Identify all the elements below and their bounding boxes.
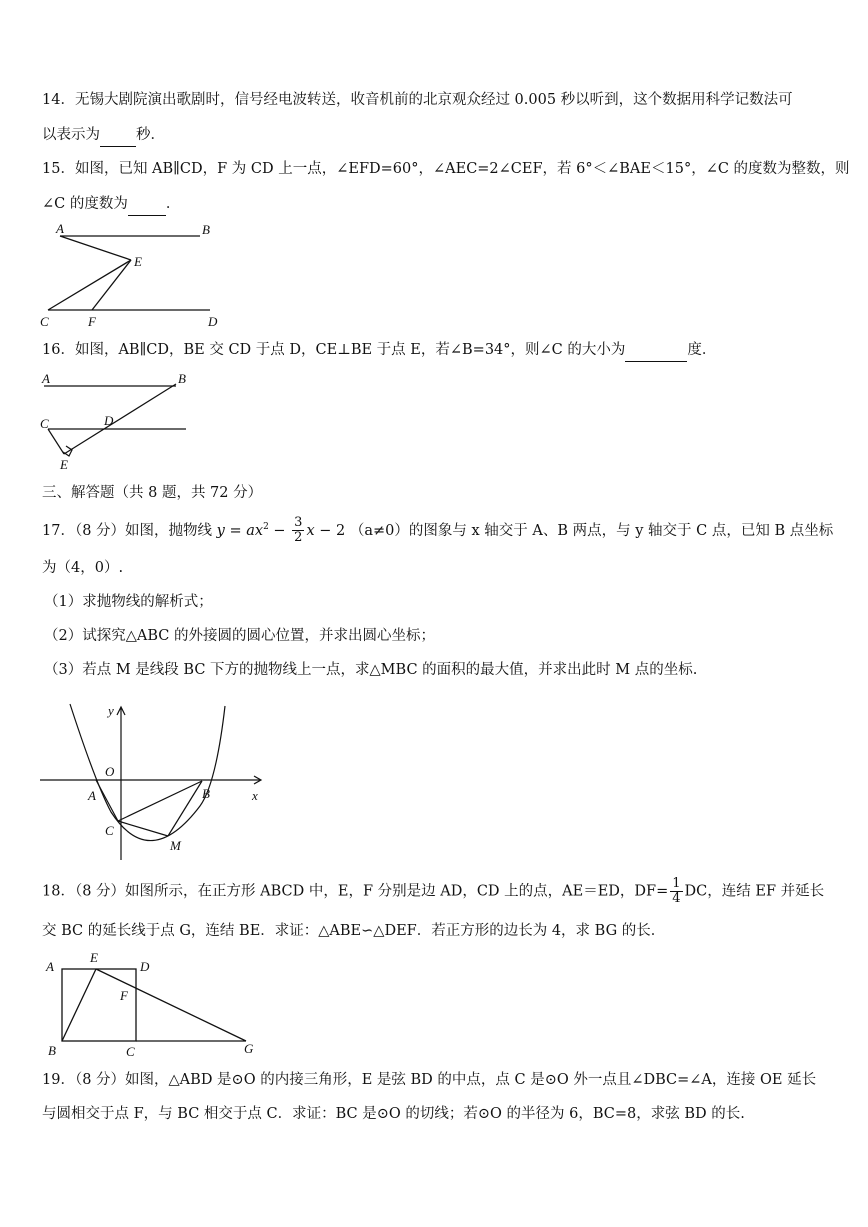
label-e: E (60, 457, 68, 472)
q15-line2-end: ． (165, 196, 181, 212)
label-e: E (134, 254, 142, 269)
segment-eg (96, 969, 246, 1041)
label-a: A (46, 959, 54, 974)
eq-eq: = (224, 522, 247, 539)
segment-ea (60, 236, 131, 260)
label-c: C (105, 823, 114, 838)
q17-intro-a: 17．（8 分）如图，抛物线 (42, 522, 213, 539)
q18-fraction-num: 1 (672, 876, 681, 891)
q15-line2 (42, 193, 838, 216)
label-f: F (88, 314, 96, 329)
q17-parabola-figure (38, 700, 274, 866)
eq-x: x (306, 522, 315, 539)
label-b: B (202, 222, 210, 237)
label-g: G (244, 1041, 254, 1056)
answer-blank (128, 193, 166, 216)
q15-line1: 15．如图，已知 AB∥CD，F 为 CD 上一点，∠EFD=60°，∠AEC=2∠CEF，若 6°＜∠BAE＜15°，∠C 的度数为整数，则 (42, 161, 850, 177)
answer-blank (625, 339, 687, 362)
q18-fraction-den: 4 (672, 891, 681, 906)
segment-cm (118, 821, 168, 836)
label-e: E (90, 950, 98, 965)
label-y: y (108, 703, 114, 718)
answer-blank (100, 124, 136, 147)
eq-y: y (216, 522, 225, 539)
label-c: C (40, 416, 49, 431)
q17-condition: （a≠0） (349, 522, 409, 539)
section-heading: 三、解答题（共 8 题，共 72 分） (42, 485, 263, 501)
q16-text-a: 16．如图，AB∥CD，BE 交 CD 于点 D，CE⊥BE 于点 E，若∠B=34°，则∠C 的大小为 (42, 342, 626, 358)
q18-square-figure (40, 950, 270, 1066)
q18-line1-a: 18．（8 分）如图所示，在正方形 ABCD 中，E，F 分别是边 AD，CD 上的点，AE＝ED，DF= (42, 883, 669, 900)
q17-line2: 为（4，0）. (42, 560, 124, 576)
parabola-curve (70, 704, 225, 841)
q14-line1: 14．无锡大剧院演出歌剧时，信号经电波转送，收音机前的北京观众经过 0.005 秒以听到，这个数据用科学记数法可 (42, 92, 793, 108)
eq-ax: ax (246, 522, 264, 539)
segment-ef (92, 260, 131, 310)
q16-text (42, 339, 838, 362)
label-a: A (42, 371, 50, 386)
eq-fraction-num: 3 (294, 515, 303, 531)
q15-figure (36, 220, 226, 336)
label-b: B (178, 371, 186, 386)
q14-line2 (42, 124, 838, 147)
label-f: F (120, 988, 128, 1003)
eq-square: 2 (263, 522, 269, 532)
label-b: B (48, 1043, 56, 1058)
q17-sub3: （3）若点 M 是线段 BC 下方的抛物线上一点，求△MBC 的面积的最大值，并求出此时 M 点的坐标. (44, 662, 698, 678)
q15-line2-text: ∠C 的度数为 (42, 196, 128, 212)
q18-line2: 交 BC 的延长线于点 G，连结 BE．求证：△ABE∽△DEF．若正方形的边长为 4，求 BG 的长． (42, 923, 666, 939)
q14-line2-text: 以表示为 (42, 127, 100, 143)
label-d: D (208, 314, 218, 329)
label-a: A (56, 221, 64, 236)
label-a: A (88, 788, 96, 803)
segment-ca (96, 780, 118, 821)
segment-be (62, 969, 96, 1041)
label-c: C (40, 314, 49, 329)
segment-ec (48, 260, 131, 310)
label-c: C (126, 1044, 135, 1059)
line-be (64, 384, 176, 454)
q19-line1: 19．（8 分）如图，△ABD 是⊙O 的内接三角形，E 是弦 BD 的中点，点 C 是⊙O 外一点且∠DBC=∠A，连接 OE 延长 (42, 1072, 817, 1088)
label-x: x (252, 788, 258, 803)
eq-fraction (292, 516, 304, 545)
q17-intro (42, 514, 838, 546)
label-d: D (140, 959, 150, 974)
label-m: M (170, 838, 181, 853)
q18-line1 (42, 876, 838, 906)
q17-sub1: （1）求抛物线的解析式； (44, 594, 213, 610)
right-angle-mark (63, 446, 72, 456)
label-o: O (105, 764, 115, 779)
label-d: D (104, 413, 114, 428)
eq-minus: − (268, 522, 291, 539)
q16-figure (36, 370, 196, 480)
eq-fraction-den: 2 (294, 530, 303, 546)
q17-intro-b: 的图象与 x 轴交于 A、B 两点，与 y 轴交于 C 点，已知 B 点坐标 (408, 522, 834, 539)
q16-text-b: 度． (687, 342, 717, 358)
q18-line1-b: DC，连结 EF 并延长 (684, 883, 825, 900)
q18-fraction (670, 877, 682, 906)
q17-sub2: （2）试探究△ABC 的外接圆的圆心位置，并求出圆心坐标； (44, 628, 435, 644)
square-abcd (62, 969, 136, 1041)
q19-line2: 与圆相交于点 F，与 BC 相交于点 C．求证：BC 是⊙O 的切线；若⊙O 的半径为 6，BC=8，求弦 BD 的长. (42, 1106, 745, 1122)
q14-line2-unit: 秒． (136, 127, 165, 143)
label-b: B (202, 786, 210, 801)
segment-ce (48, 429, 64, 454)
eq-tail: − 2 (314, 522, 346, 539)
